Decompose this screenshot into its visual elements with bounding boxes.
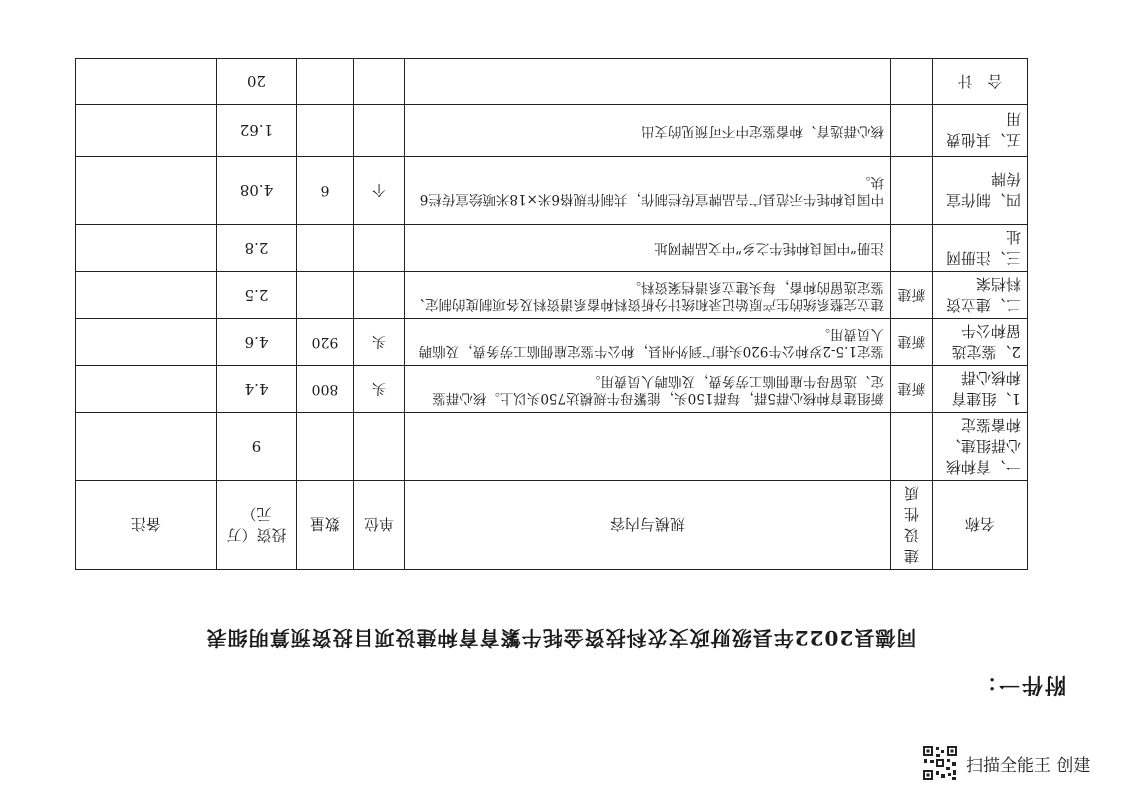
attachment-label: 附件一： [974,673,1066,697]
scanner-stamp [922,744,1090,782]
header-investment: 投资（万元） [217,481,297,570]
row-unit [354,272,405,319]
table-row [76,105,1028,157]
row-quantity [297,105,354,157]
row-quantity [297,225,354,272]
row-investment: 20 [217,59,297,105]
row-quantity: 920 [297,319,354,366]
row-investment: 4.6 [217,319,297,366]
table-row [76,413,1028,481]
table-row [76,225,1028,272]
row-unit [354,413,405,481]
row-remark [76,157,217,225]
row-remark [76,272,217,319]
row-unit: 头 [354,319,405,366]
row-unit [354,105,405,157]
row-spec [405,59,891,105]
row-investment: 1.62 [217,105,297,157]
row-remark [76,225,217,272]
row-quantity: 800 [297,366,354,413]
row-unit: 个 [354,157,405,225]
row-spec: 鉴定1.5-2岁种公牛920头推广到外州县，种公牛鉴定雇佣临工劳务费，及临聘人员费用。 [405,319,891,366]
row-remark [76,319,217,366]
row-investment: 4.08 [217,157,297,225]
qr-code-icon [922,745,958,781]
header-quantity: 数量 [297,481,354,570]
row-nature: 新建 [891,366,933,413]
header-remark: 备注 [76,481,217,570]
row-nature [891,105,933,157]
row-quantity [297,413,354,481]
header-name: 名称 [933,481,1028,570]
header-nature: 建设性质 [891,481,933,570]
row-name: 2、鉴定选留种公牛 [933,319,1028,366]
table-row [76,59,1028,105]
row-nature: 新建 [891,272,933,319]
table-row [76,157,1028,225]
row-spec: 新组建育种核心群5群，每群150头，能繁母牛规模达750头以上。核心群鉴定、选留母牛雇佣临工劳务费，及临聘人员费用。 [405,366,891,413]
row-unit [354,59,405,105]
document-title: 同德县2022年县级财政支农科技资金牦牛繁育育种建设项目投资预算明细表 [205,626,917,650]
row-name: 五、其他费用 [933,105,1028,157]
stamp-text: 扫描全能王 创建 [966,755,1091,776]
row-name: 三、注册网址 [933,225,1028,272]
table-row [76,319,1028,366]
row-nature [891,157,933,225]
budget-table [75,58,1028,570]
row-remark [76,366,217,413]
row-spec: 注册“中国良种牦牛之乡”中文品牌网址 [405,225,891,272]
row-investment: 2.8 [217,225,297,272]
row-remark [76,105,217,157]
header-unit: 单位 [354,481,405,570]
row-quantity: 6 [297,157,354,225]
header-spec: 规模与内容 [405,481,891,570]
table-row [76,272,1028,319]
row-name: 二、建立资料档案 [933,272,1028,319]
row-name: 合 计 [933,59,1028,105]
row-spec [405,413,891,481]
row-remark [76,59,217,105]
table-header-row [76,481,1028,570]
row-nature [891,59,933,105]
row-quantity [297,272,354,319]
row-name: 四、制作宣传牌 [933,157,1028,225]
row-spec: 核心群选育、种畜鉴定中不可预见的支出 [405,105,891,157]
row-unit: 头 [354,366,405,413]
row-unit [354,225,405,272]
row-nature [891,413,933,481]
row-name: 一、育种核心群组建、种畜鉴定 [933,413,1028,481]
row-spec: 建立完整系统的生产原始记录和统计分析资料种畜系谱资料及各项制度的制定、鉴定选留的种畜，每头建立系谱档案资料。 [405,272,891,319]
row-nature [891,225,933,272]
row-quantity [297,59,354,105]
row-name: 1、组建育种核心群 [933,366,1028,413]
table-row [76,366,1028,413]
row-nature: 新建 [891,319,933,366]
row-investment: 4.4 [217,366,297,413]
row-investment: 9 [217,413,297,481]
row-remark [76,413,217,481]
row-investment: 2.5 [217,272,297,319]
row-spec: 中国良种牦牛示范县广告品牌宣传栏制作，共制作规格6米×18米喷绘宣传栏6块。 [405,157,891,225]
